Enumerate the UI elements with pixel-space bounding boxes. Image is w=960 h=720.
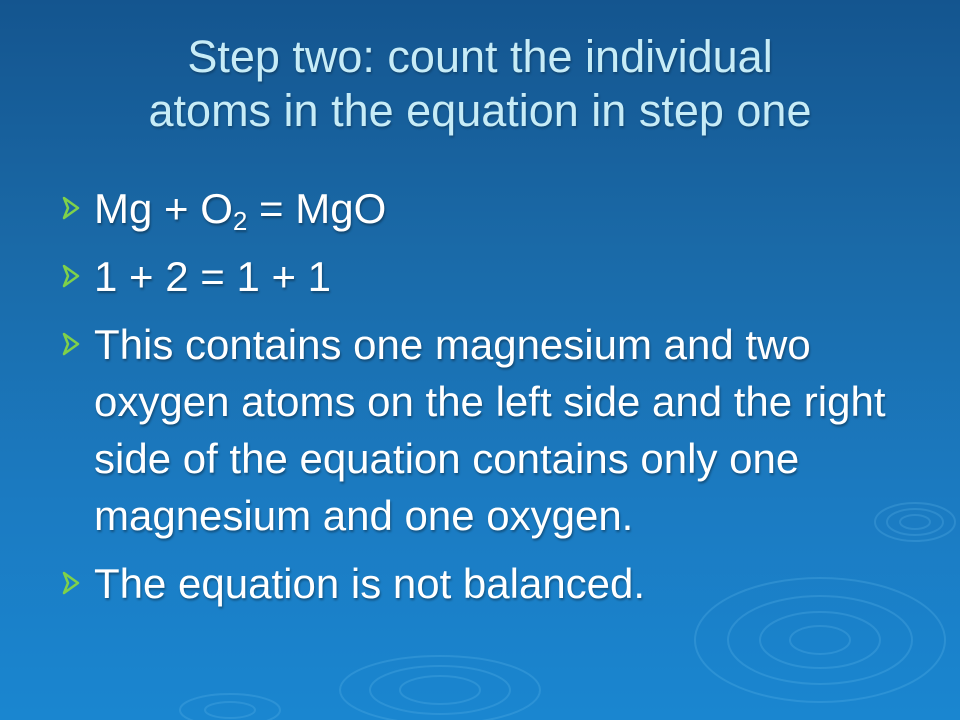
equation-part-1: Mg + O (94, 185, 233, 232)
equation-subscript: 2 (232, 206, 248, 236)
bullet-text: 1 + 2 = 1 + 1 (94, 253, 332, 300)
arrow-chevron-icon (60, 196, 84, 220)
bullet-count (60, 248, 920, 305)
bullet-text: The equation is not balanced. (94, 560, 646, 607)
equation-part-2: = MgO (247, 185, 387, 232)
arrow-chevron-icon (60, 332, 84, 356)
bullet-equation (60, 180, 920, 237)
slide-title (40, 30, 920, 138)
title-line-2: atoms in the equation in step one (148, 85, 812, 136)
arrow-chevron-icon (60, 264, 84, 288)
bullet-list (60, 180, 920, 623)
title-line-1: Step two: count the individual (187, 31, 773, 82)
bullet-text: This contains one magnesium and two oxygen atoms on the left side and the right side of the equation contains only one magnesium and one oxygen. (94, 321, 886, 539)
bullet-conclusion (60, 555, 920, 612)
bullet-explanation (60, 316, 920, 544)
arrow-chevron-icon (60, 571, 84, 595)
